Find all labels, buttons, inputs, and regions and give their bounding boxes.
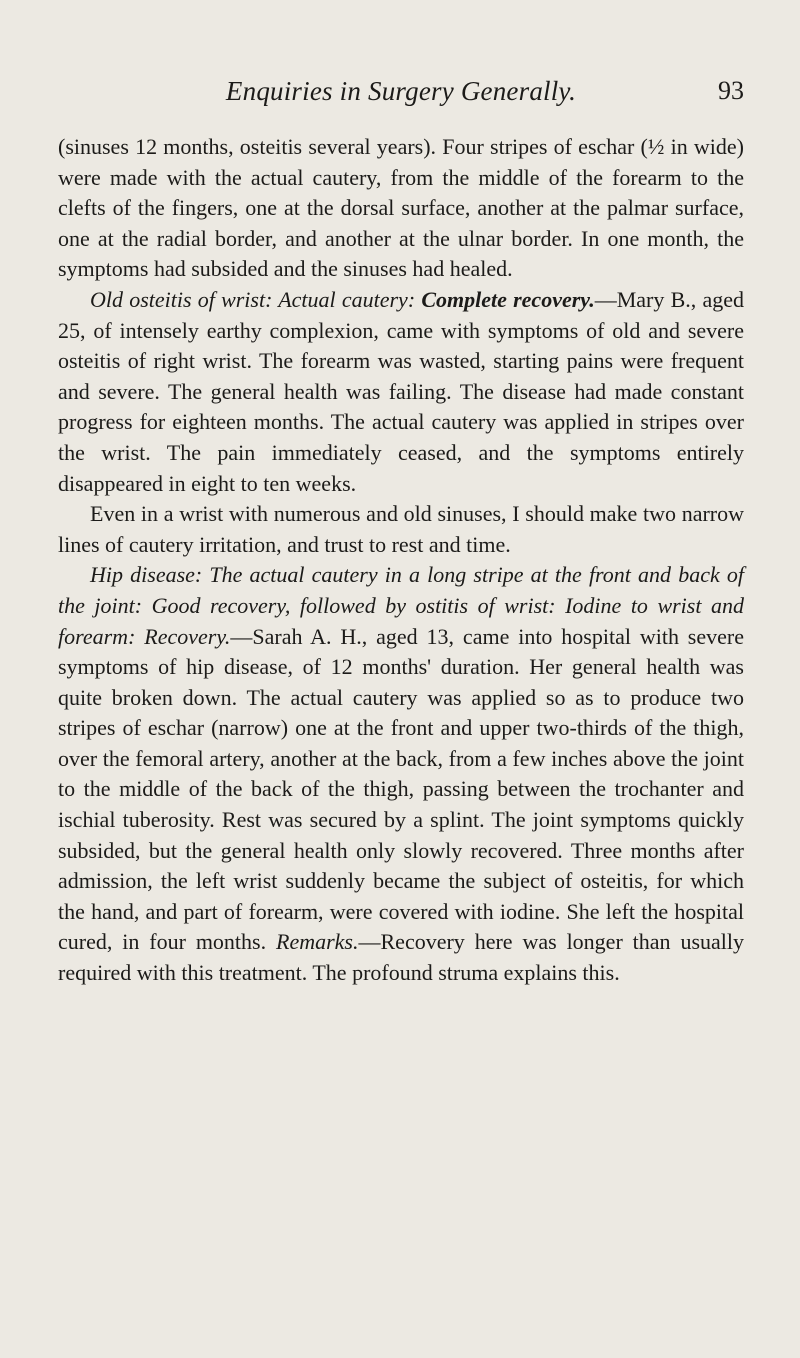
paragraph-text: —Mary B., aged 25, of intensely earthy complexion, came with symptoms of old and severe osteitis of right wrist. The forearm was wasted, starting pains were frequent and severe. The general health was failing. The disease had made constant progress for eighteen months. The actual cautery was applied in stripes over the wrist. The pain immediately ceased, and the symptoms entirely disappeared in eight to ten weeks.: [58, 286, 744, 496]
body-text: [58, 132, 744, 989]
page-number: 93: [718, 76, 744, 105]
paragraph-case-mary: [58, 285, 744, 499]
running-head: [58, 76, 744, 112]
remarks-label: Remarks.: [276, 929, 359, 955]
paragraph-text: Even in a wrist with numerous and old sinuses, I should make two narrow lines of cautery irritation, and trust to rest and time.: [58, 501, 744, 557]
case-title: Old osteitis of wrist: Actual cautery:: [90, 286, 422, 312]
running-title: Enquiries in Surgery Generally.: [225, 76, 577, 106]
case-title: Hip disease: The actual cautery in a long stripe at the front and back of the joint: Good recovery, followed by ostitis of wrist: Iodine to wrist and forearm: Recovery.: [58, 562, 744, 649]
paragraph-text: (sinuses 12 months, osteitis several years). Four stripes of eschar (½ in wide) were made with the actual cautery, from the middle of the forearm to the clefts of the fingers, one at the dorsal surface, another at the palmar surface, one at the radial border, and another at the ulnar border. In one month, the symptoms had subsided and the sinuses had healed.: [58, 134, 744, 282]
case-outcome: Complete recovery.: [421, 286, 595, 312]
paragraph-text: —Sarah A. H., aged 13, came into hospital with severe symptoms of hip disease, of 12 months' duration. Her general health was quite broken down. The actual cautery was applied so as to produce two stripes of eschar (narrow) one at the front and upper two-thirds of the thigh, over the femoral artery, another at the back, from a few inches above the joint to the middle of the back of the thigh, passing between the trochanter and ischial tuberosity. Rest was secured by a splint. The joint symptoms quickly subsided, but the general health only slowly recovered. Three months after admission, the left wrist suddenly became the subject of osteitis, for which the hand, and part of forearm, were covered with iodine. She left the hospital cured, in four months.: [58, 623, 744, 955]
paragraph-wrist-note: [58, 499, 744, 560]
remarks-text: —Recovery here was longer than usually required with this treatment. The profound struma explains this.: [58, 929, 744, 986]
paragraph-case-sarah: [58, 560, 744, 988]
paragraph-continuation: [58, 132, 744, 285]
